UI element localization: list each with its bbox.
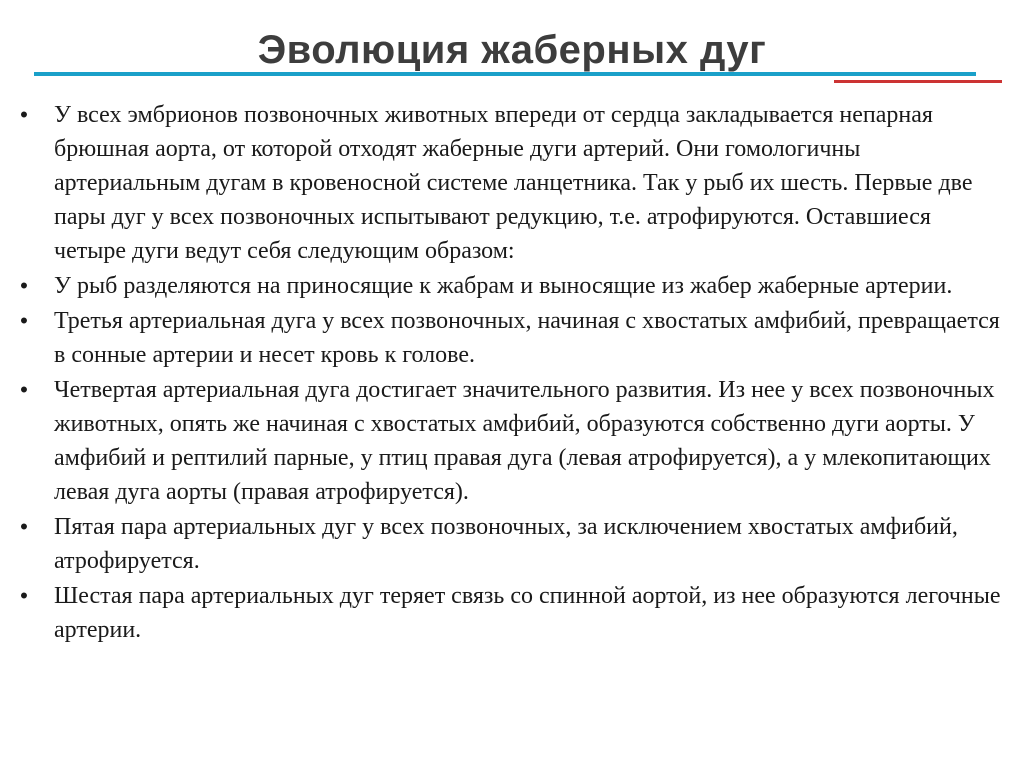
list-item [14,304,1004,372]
bullet-icon: • [20,377,28,402]
list-item-text: Четвертая артериальная дуга достигает значительного развития. Из нее у всех позвоночных животных, опять же начиная с хвостатых амфибий, образуются собственно дуги аорты. У амфибий и рептилий парные, у птиц правая дуга (левая атрофируется), а у млекопитающих левая дуга аорты (правая атрофируется). [54,377,995,505]
list-item-text: Шестая пара артериальных дуг теряет связь со спинной аортой, из нее образуются легочные артерии. [54,583,1001,643]
bullet-icon: • [20,102,28,127]
list-item-text: У рыб разделяются на приносящие к жабрам и выносящие из жабер жаберные артерии. [54,273,953,299]
bullet-icon: • [20,583,28,608]
slide-title: Эволюция жаберных дуг [257,28,767,72]
list-item [14,98,1004,268]
title-underline-primary [34,72,976,76]
list-item [14,269,1004,303]
list-item-text: Третья артериальная дуга у всех позвоночных, начиная с хвостатых амфибий, превращается в сонные артерии и несет кровь к голове. [54,308,1000,368]
list-item [14,510,1004,578]
bullet-icon: • [20,514,28,539]
title-underline-accent [834,80,1002,83]
bullet-icon: • [20,308,28,333]
list-item-text: У всех эмбрионов позвоночных животных впереди от сердца закладывается непарная брюшная аорта, от которой отходят жаберные дуги артерий. Они гомологичны артериальным дугам в кровеносной системе ланцетника. Так у рыб их шесть. Первые две пары дуг у всех позвоночных испытывают редукцию, т.е. атрофируются. Оставшиеся четыре дуги ведут себя следующим образом: [54,102,973,264]
list-item-text: Пятая пара артериальных дуг у всех позвоночных, за исключением хвостатых амфибий, атрофируется. [54,514,958,574]
bullet-icon: • [20,273,28,298]
list-item [14,579,1004,647]
list-item [14,373,1004,509]
bullet-list [14,98,1004,648]
